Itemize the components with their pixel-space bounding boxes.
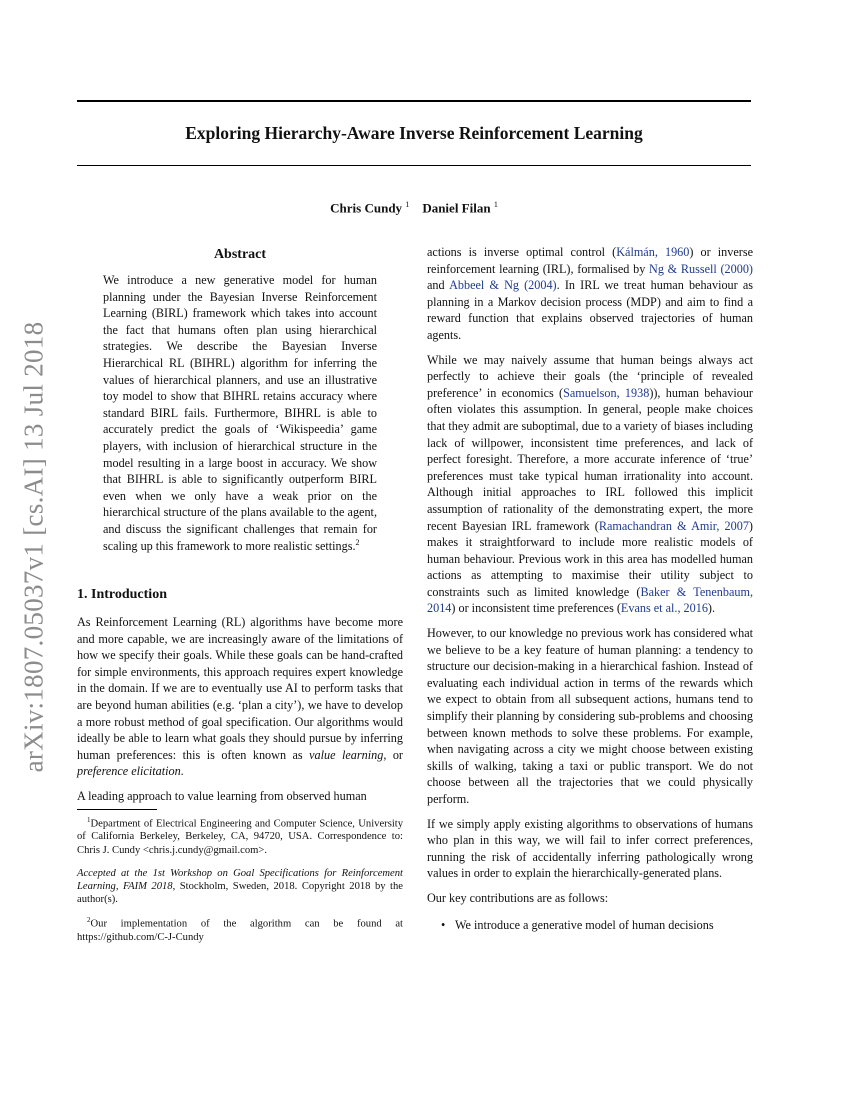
author-name: Daniel Filan xyxy=(422,200,491,216)
body-paragraph xyxy=(427,352,753,618)
author-affil-mark: 1 xyxy=(493,200,498,209)
citation-link[interactable]: Kálmán, 1960 xyxy=(616,245,690,259)
citation-link[interactable]: Baker & Tenenbaum, 2014 xyxy=(427,584,753,616)
body-text: and xyxy=(427,278,450,293)
paper-title: Exploring Hierarchy-Aware Inverse Reinforcement Learning xyxy=(185,123,643,143)
title-rule-top xyxy=(77,100,751,102)
arxiv-stamp-text: arXiv:1807.05037v1 [cs.AI] 13 Jul 2018 xyxy=(18,321,49,773)
list-item: • We introduce a generative model of human decisions xyxy=(455,917,753,934)
author-affil-mark: 1 xyxy=(405,200,410,209)
intro-paragraph: A leading approach to value learning from observed human xyxy=(77,789,367,804)
intro-text: , or xyxy=(383,747,403,762)
intro-term: value learning xyxy=(309,747,384,762)
footnote-marker: 2 xyxy=(87,916,91,925)
abstract-body xyxy=(77,272,403,554)
footnote-implementation xyxy=(77,914,403,944)
abstract-heading: Abstract xyxy=(213,247,267,262)
contribution-list xyxy=(427,917,753,934)
title-rule-bottom xyxy=(77,165,751,166)
body-paragraph: If we simply apply existing algorithms to observations of humans who plan in this way, we will fail to infer correct preferences, running the risk of accidentally inferring pathologically wrong values in order to explain the hierarchically-generated plans. xyxy=(427,816,753,881)
workshop-venue: Accepted at the 1st Workshop on Goal Specifications for Reinforcement Learning, FAIM 2018 xyxy=(77,867,403,892)
body-text: ) makes it straightforward to include more realistic models of human behaviour. Previous work in this area has modelled human actions as attempting to maximise their utility subject to constraints such as limited knowledge ( xyxy=(427,518,753,599)
arxiv-side-stamp xyxy=(14,312,54,782)
author-name: Chris Cundy xyxy=(330,200,403,216)
footnote-text: Department of Electrical Engineering and Computer Science, University of California Berkeley, Berkeley, CA, 94720, USA. Correspondence to: Chris J. Cundy <chris.j.cundy@gmail.com>. xyxy=(77,818,403,856)
body-text: ) or inverse reinforcement learning (IRL), formalised by xyxy=(427,245,753,276)
body-paragraph: However, to our knowledge no previous work has considered what we believe to be a key feature of human planning: a tendency to structure our decision-making in a hierarchical fashion. Instead of evaluating each individual action in terms of the rewards which we expect to obtain from all subsequent actions, humans tend to simplify their planning by considering sub-problems and choosing between known methods to solve these problems. For example, when navigating across a city we might choose between existing skills of walking, taking a taxi or public transport. We do not choose between all the trajectories that we could physically perform. xyxy=(427,626,753,806)
citation-link[interactable]: Ramachandran & Amir, 2007 xyxy=(598,518,749,533)
body-text: ) or inconsistent time preferences ( xyxy=(451,601,621,616)
left-column xyxy=(77,246,403,952)
citation-link[interactable]: Ng & Russell (2000) xyxy=(649,261,753,276)
workshop-copyright: , Stockholm, Sweden, 2018. Copyright 2018 by the author(s). xyxy=(77,880,403,906)
intro-text: . xyxy=(180,764,184,779)
footnote-affiliation xyxy=(77,814,403,857)
intro-term: preference elicitation xyxy=(77,764,181,779)
footnote-marker: 1 xyxy=(87,815,91,824)
body-paragraph xyxy=(427,244,753,344)
body-text: )), human behaviour often violates this assumption. In general, people make choices that they admit are suboptimal, due to a variety of biases including lack of willpower, inconsistent time preferences, and lack of perfect foresight. Therefore, a more accurate inference of ‘true’ preferences must take typical human irrationality into account. Although initial approaches to IRL followed this implicit assumption of rationality of the demonstrating expert, the more recent Bayesian IRL framework ( xyxy=(427,385,753,533)
section-heading-introduction: 1. Introduction xyxy=(77,587,167,603)
body-paragraph: Our key contributions are as follows: xyxy=(427,890,609,905)
citation-link[interactable]: Evans et al., 2016 xyxy=(620,601,708,616)
footnote-marker: 2 xyxy=(355,537,360,547)
right-column xyxy=(427,244,753,933)
footnote-text: Our implementation of the algorithm can be found at https://github.com/C-J-Cundy xyxy=(77,918,403,944)
body-text: . In IRL we treat human behaviour as planning in a Markov decision process (MDP) and aim to find a reward function that explains observed trajectories of human agents. xyxy=(427,278,754,342)
abstract-text: We introduce a new generative model for human planning under the Bayesian Inverse Reinforcement Learning (BIRL) framework which takes into account the fact that humans often plan using hierarchical strategies. We describe the Bayesian Inverse Hierarchical RL (BIHRL) algorithm for inferring the values of hierarchical planners, and use an illustrative toy model to show that BIHRL retains accuracy where standard BIRL fails. Furthermore, BIHRL is able to accurately predict the goals of ‘Wikispeedia’ game players, with inclusion of hierarchical structure in the model resulting in a large boost in accuracy. We show that BIHRL is able to significantly outperform BIRL even when we only have a weak prior on the hierarchical structure of the plans available to the agent, and discuss the significant challenges that remain for scaling up this framework to more realistic settings. xyxy=(103,273,377,553)
author-list xyxy=(77,196,751,217)
intro-text: As Reinforcement Learning (RL) algorithms have become more and more capable, we are increasingly aware of the limitations of how we specify their goals. While these goals can be hand-crafted for simple environments, this approach requires expert knowledge in the domain. If we are to eventually use AI to perform tasks that are beyond human abilities (e.g. ‘plan a city’), we have to develop a more robust method of goal specification. Our algorithms would ideally be able to learn what goals they should pursue by inferring human preferences: this is often known as xyxy=(77,615,403,762)
intro-paragraph xyxy=(77,614,403,780)
citation-link[interactable]: Abbeel & Ng (2004) xyxy=(449,278,557,293)
citation-link[interactable]: Samuelson, 1938 xyxy=(563,385,650,400)
footnote-workshop xyxy=(77,867,403,907)
body-text: ). xyxy=(707,601,716,616)
body-text: actions is inverse optimal control ( xyxy=(427,245,617,259)
body-text: While we may naively assume that human beings always act perfectly to achieve their goals (the ‘principle of revealed preference’ in economics ( xyxy=(427,352,753,400)
footnote-rule xyxy=(77,809,157,810)
